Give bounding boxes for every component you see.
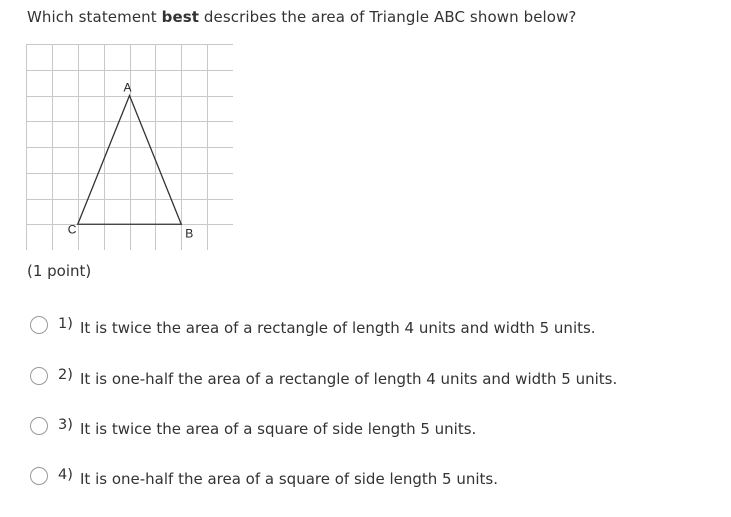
question-emphasis: best — [161, 8, 200, 26]
points-label: (1 point) — [27, 262, 92, 280]
option-number: 2) — [58, 367, 73, 383]
option-number: 3) — [58, 417, 73, 433]
question-prefix: Which statement — [27, 8, 162, 26]
option-text: It is one-half the area of a square of side length 5 units. — [80, 470, 498, 488]
radio-button-1[interactable] — [30, 316, 48, 334]
vertex-label: C — [67, 222, 77, 237]
triangle-figure — [26, 44, 233, 250]
radio-button-2[interactable] — [30, 367, 48, 385]
vertex-label: B — [185, 226, 194, 241]
option-text: It is twice the area of a rectangle of length 4 units and width 5 units. — [80, 319, 596, 337]
option-2[interactable] — [30, 365, 710, 389]
grid-diagram — [26, 44, 233, 250]
option-1[interactable] — [30, 314, 710, 338]
option-text: It is one-half the area of a rectangle of length 4 units and width 5 units. — [80, 370, 618, 388]
option-number: 1) — [58, 316, 73, 332]
question-text — [27, 6, 577, 28]
option-3[interactable] — [30, 415, 710, 439]
option-text: It is twice the area of a square of side length 5 units. — [80, 420, 477, 438]
option-4[interactable] — [30, 465, 710, 489]
radio-button-4[interactable] — [30, 467, 48, 485]
radio-button-3[interactable] — [30, 417, 48, 435]
triangle-abc — [78, 96, 182, 225]
option-number: 4) — [58, 467, 73, 483]
vertex-label: A — [123, 80, 132, 95]
question-suffix: describes the area of Triangle ABC shown below? — [199, 8, 577, 26]
